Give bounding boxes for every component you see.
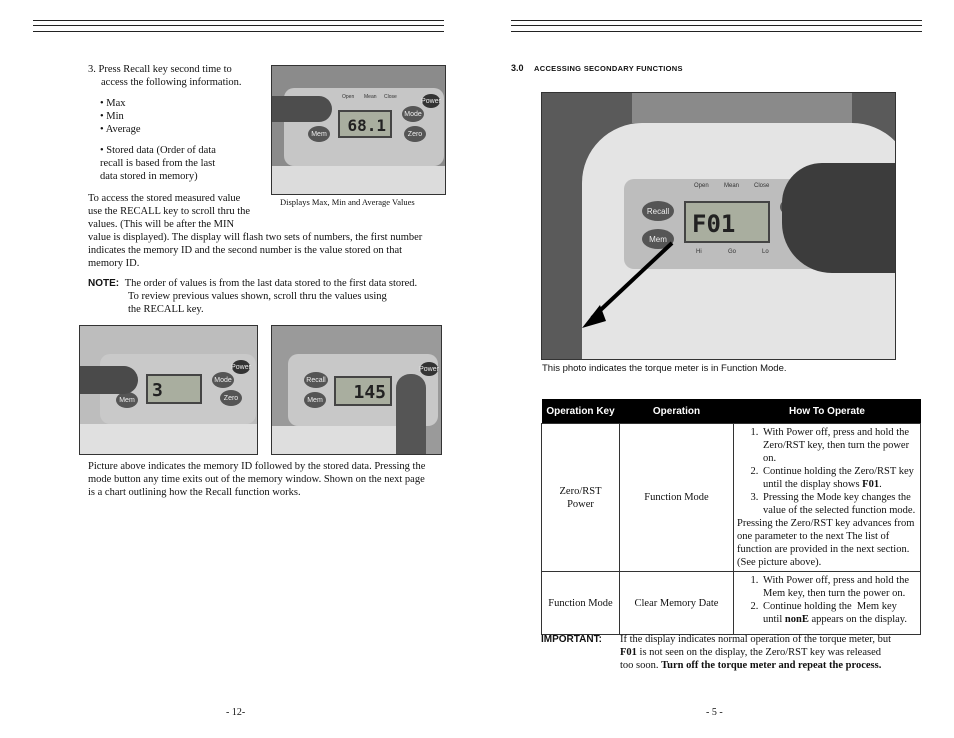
header-operation: Operation — [620, 399, 734, 424]
device-label-close: Close — [754, 183, 770, 189]
mode-key-label: Mode — [214, 376, 232, 384]
device-lcd — [334, 376, 392, 406]
important-label: IMPORTANT: — [541, 634, 602, 645]
step-3: 3. Pressing the Mode key changes the value of the selected function mode. — [761, 491, 917, 517]
important-code: F01 — [620, 647, 637, 658]
zero-key-label: Zero — [407, 130, 423, 138]
recall-key-label: Recall — [306, 376, 326, 384]
step-2: 2. Continue holding the Zero/RST key until the display shows F01. — [761, 465, 917, 491]
step-3-line-2: access the following information. — [101, 77, 242, 88]
device-label-go: Go — [728, 249, 737, 255]
extra-note: Pressing the Zero/RST key advances from one parameter to the next The list of function are provided in the next section. (See picture above). — [737, 518, 915, 568]
device-label-hi: Hi — [696, 249, 702, 255]
device-label-mean: Mean — [364, 94, 377, 100]
mem-key-label: Mem — [311, 130, 327, 138]
section-heading — [511, 63, 683, 73]
finger — [396, 374, 426, 454]
mem-key-label: Mem — [307, 396, 323, 404]
lcd-function-code: F01 — [692, 210, 736, 238]
power-key — [420, 362, 438, 376]
note-line-1: The order of values is from the last data stored to the first data stored. — [124, 278, 418, 289]
lcd-reading: 68.1 — [347, 116, 386, 135]
operations-table — [541, 399, 921, 635]
right-header-rule-3 — [511, 31, 922, 32]
bullet-average: • Average — [100, 124, 141, 135]
para1-line-4: value is displayed). The display will flash two sets of numbers, the first number — [88, 232, 423, 243]
note-line-3: the RECALL key. — [128, 304, 204, 315]
scale-base — [80, 424, 257, 454]
stored-data-photo — [271, 325, 442, 455]
bullet-max: • Max — [100, 98, 126, 109]
header-how-to-operate: How To Operate — [734, 399, 921, 424]
recall-key — [304, 372, 328, 388]
scale-base — [272, 426, 396, 454]
para1-line-2: use the RECALL key to scroll thru the — [88, 206, 251, 217]
recall-key-label: Recall — [646, 206, 670, 216]
stored-line-3: data stored in memory) — [100, 171, 198, 182]
cell-operation-key — [542, 424, 620, 572]
device-label-lo: Lo — [762, 249, 769, 255]
power-key — [232, 360, 250, 374]
lcd-memory-id: 3 — [152, 380, 163, 401]
photo-caption-left: Displays Max, Min and Average Values — [280, 197, 415, 207]
pointer-arrow — [542, 93, 895, 359]
important-line-2-text: is not seen on the display, the Zero/RST key was released — [636, 647, 881, 658]
bullet-list — [100, 97, 141, 136]
left-page-number: - 12- — [226, 707, 246, 718]
mode-key — [402, 106, 424, 122]
device-label-mean: Mean — [724, 183, 740, 189]
para1-line-5: indicates the memory ID and the second number is the value stored on that — [88, 245, 403, 256]
device-lcd — [146, 374, 202, 404]
arrow-line — [592, 243, 672, 318]
power-key — [422, 94, 440, 108]
lcd-stored-value: 145 — [353, 382, 386, 403]
step-2: 2. Continue holding the Mem key until nonE appears on the display. — [761, 600, 917, 626]
section-title: ACCESSING SECONDARY FUNCTIONS — [534, 64, 683, 73]
right-page-number: - 5 - — [706, 707, 723, 718]
device-label-open: Open — [694, 183, 709, 189]
table-row — [542, 572, 921, 635]
mode-key — [212, 372, 234, 388]
device-lcd — [338, 110, 392, 138]
right-header-rule-2 — [511, 25, 922, 26]
para1-line-6: memory ID. — [88, 258, 140, 269]
key-line-2: Power — [567, 498, 594, 510]
step-3-line-1: 3. Press Recall key second time to — [88, 64, 232, 75]
cell-operation-key: Function Mode — [542, 572, 620, 635]
power-key-label: Power — [231, 363, 251, 371]
steps-list — [737, 574, 917, 626]
mode-key-label: Mode — [404, 110, 422, 118]
memory-id-paragraph — [88, 460, 448, 499]
step-3-text — [88, 63, 268, 89]
device-label-close: Close — [384, 94, 397, 100]
important-instruction: Turn off the torque meter and repeat the process. — [661, 660, 882, 671]
mem-key — [116, 392, 138, 408]
bullet-min: • Min — [100, 111, 124, 122]
step-2-code: F01 — [862, 479, 880, 490]
right-header-rule-1 — [511, 20, 922, 21]
function-mode-caption: This photo indicates the torque meter is in Function Mode. — [542, 363, 787, 374]
power-key-label: Power — [419, 365, 439, 373]
para2-line-3: is a chart outlining how the Recall function works. — [88, 487, 301, 498]
max-min-average-photo — [271, 65, 446, 195]
cell-operation: Function Mode — [620, 424, 734, 572]
note-block — [88, 277, 448, 316]
device-label-open: Open — [342, 94, 355, 100]
important-block — [541, 633, 921, 672]
header-operation-key: Operation Key — [542, 399, 620, 424]
important-line-2 — [620, 646, 921, 659]
zero-key — [220, 390, 242, 406]
stored-data-text — [100, 144, 216, 183]
function-mode-photo — [541, 92, 896, 360]
cell-how-to-operate — [734, 572, 921, 635]
power-key-label: Power — [421, 97, 441, 105]
step-1: 1. With Power off, press and hold the Mem key, then turn the power on. — [761, 574, 917, 600]
stored-line-2: recall is based from the last — [100, 158, 216, 169]
cell-how-to-operate — [734, 424, 921, 572]
finger — [272, 96, 332, 122]
note-line-2: To review previous values shown, scroll thru the values using — [128, 291, 387, 302]
left-header-rule-2 — [33, 25, 444, 26]
left-header-rule-3 — [33, 31, 444, 32]
finger — [80, 366, 138, 394]
section-number: 3.0 — [511, 63, 524, 73]
cell-operation: Clear Memory Date — [620, 572, 734, 635]
left-header-rule-1 — [33, 20, 444, 21]
scale-base — [272, 166, 445, 194]
mem-key — [304, 392, 326, 408]
step-1: 1. With Power off, press and hold the Zero/RST key, then turn the power on. — [761, 426, 917, 465]
mem-key — [308, 126, 330, 142]
para2-line-2: mode button any time exits out of the memory window. Shown on the next page — [88, 474, 425, 485]
stored-line-1: • Stored data (Order of data — [100, 145, 216, 156]
important-line-1: If the display indicates normal operation of the torque meter, but — [620, 634, 892, 645]
zero-key-label: Zero — [223, 394, 239, 402]
para1-line-3: values. (This will be after the MIN — [88, 219, 235, 230]
table-header-row — [542, 399, 921, 424]
para2-line-1: Picture above indicates the memory ID followed by the stored data. Pressing the — [88, 461, 426, 472]
important-line-3-text: too soon. — [620, 660, 662, 671]
para1-line-1: To access the stored measured value — [88, 193, 241, 204]
memory-id-photo — [79, 325, 258, 455]
zero-key — [404, 126, 426, 142]
mem-key-label: Mem — [119, 396, 135, 404]
step-2-code: nonE — [784, 614, 809, 625]
steps-list — [737, 426, 917, 517]
key-line-1: Zero/RST — [559, 485, 602, 497]
mem-key-label: Mem — [649, 234, 667, 244]
note-label: NOTE: — [88, 278, 120, 289]
important-line-3 — [620, 659, 921, 672]
table-row — [542, 424, 921, 572]
